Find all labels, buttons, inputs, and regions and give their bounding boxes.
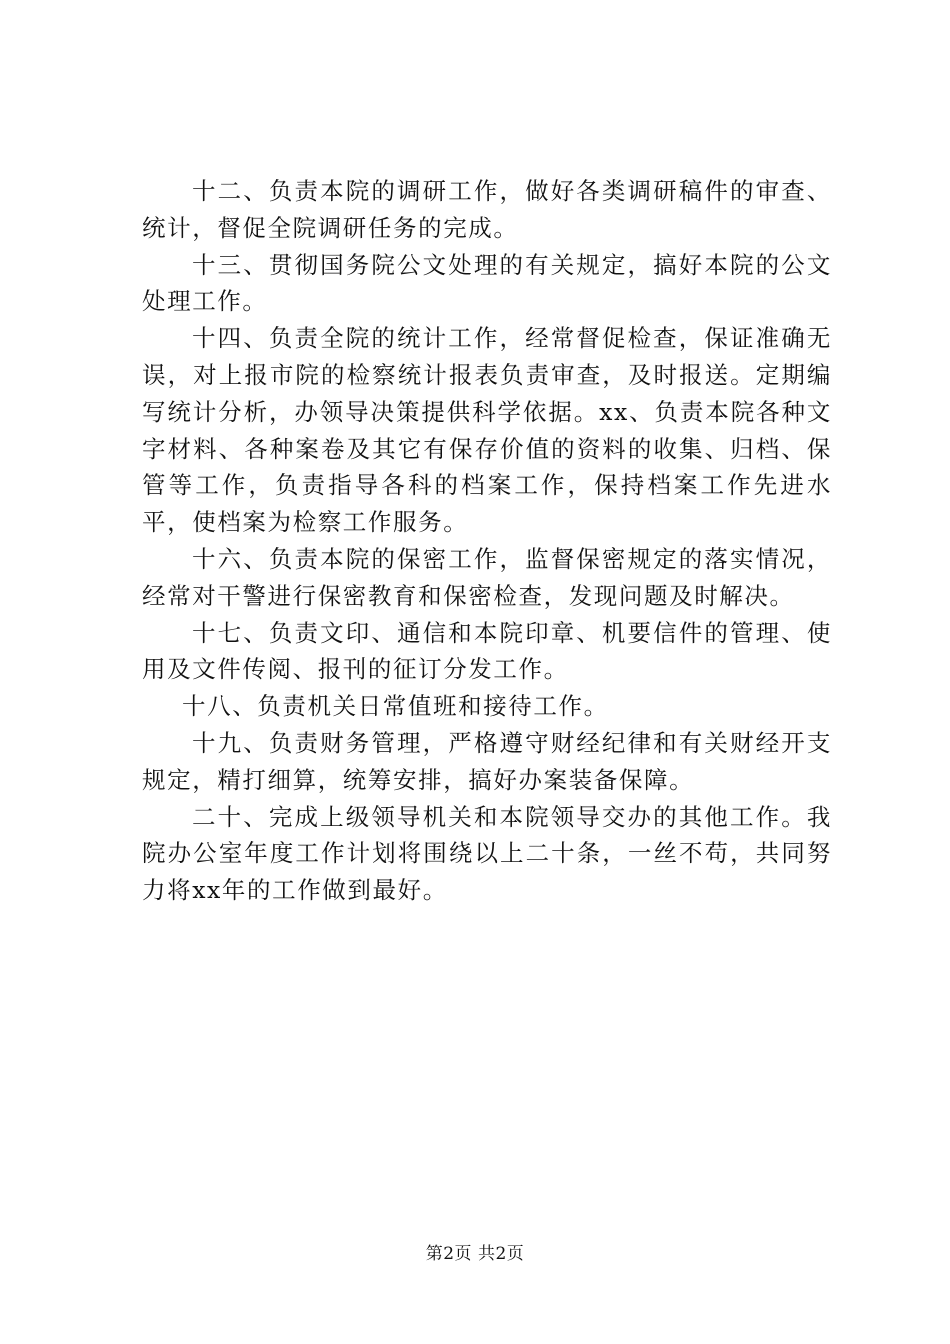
paragraph-12: 十二、负责本院的调研工作，做好各类调研稿件的审查、统计，督促全院调研任务的完成。 <box>142 177 832 242</box>
paragraph-19: 十九、负责财务管理，严格遵守财经纪律和有关财经开支规定，精打细算，统筹安排，搞好办案装备保障。 <box>142 728 832 794</box>
paragraph-13: 十三、贯彻国务院公文处理的有关规定，搞好本院的公文处理工作。 <box>142 250 832 316</box>
paragraph-18: 十八、负责机关日常值班和接待工作。 <box>182 692 609 721</box>
paragraph-17: 十七、负责文印、通信和本院印章、机要信件的管理、使用及文件传阅、报刊的征订分发工作。 <box>142 618 832 684</box>
paragraph-14: 十四、负责全院的统计工作，经常督促检查，保证准确无误，对上报市院的检察统计报表负责审查，及时报送。定期编写统计分析，办领导决策提供科学依据。xx、负责本院各种文字材料、各种案卷及其它有保存价值的资料的收集、归档、保管等工作，负责指导各科的档案工作，保持档案工作先进水平，使档案为检察工作服务。 <box>142 324 832 537</box>
paragraph-20: 二十、完成上级领导机关和本院领导交办的其他工作。我院办公室年度工作计划将围绕以上二十条，一丝不苟，共同努力将xx年的工作做到最好。 <box>142 802 832 905</box>
paragraph-16: 十六、负责本院的保密工作，监督保密规定的落实情况，经常对干警进行保密教育和保密检查，发现问题及时解决。 <box>142 544 832 610</box>
page-number-footer: 第2页 共2页 <box>425 1244 525 1264</box>
document-body <box>142 173 832 909</box>
